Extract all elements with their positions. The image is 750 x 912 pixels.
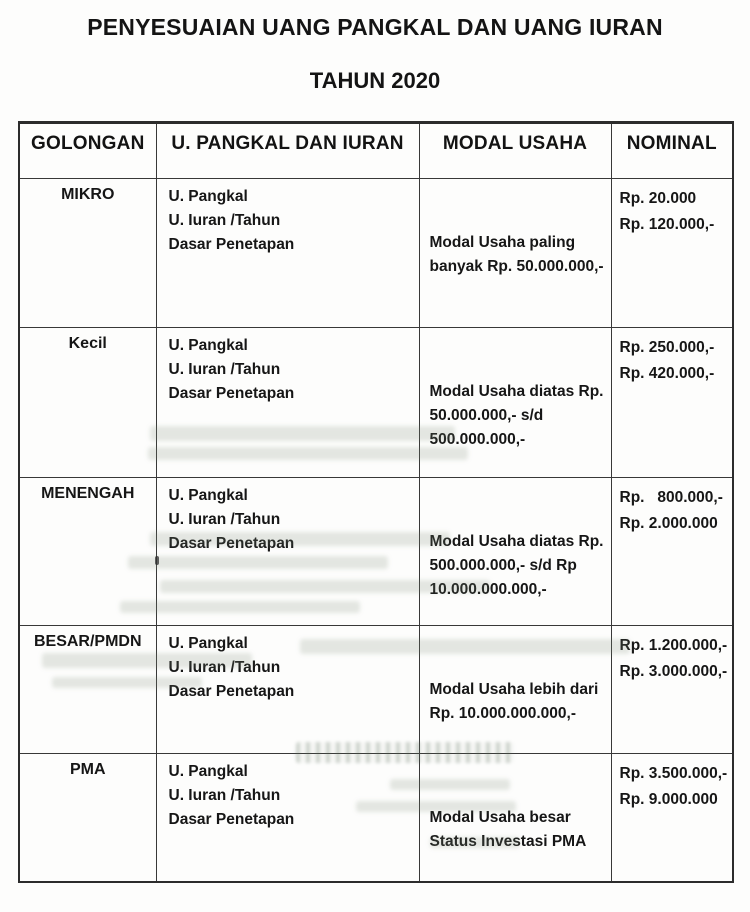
table-row-besar-pmdn [19,626,733,754]
table-header-row [19,123,733,179]
category-cell: BESAR/PMDN [19,626,156,754]
fee-lines-cell: U. Pangkal U. Iuran /Tahun Dasar Penetapan [156,328,419,478]
table-row-mikro [19,179,733,328]
nominal-cell: Rp. 3.500.000,- Rp. 9.000.000 [611,754,733,882]
table-row-menengah [19,478,733,626]
modal-usaha-cell: Modal Usaha paling banyak Rp. 50.000.000,- [419,179,611,328]
fee-lines-cell: U. Pangkal U. Iuran /Tahun Dasar Penetapan [156,626,419,754]
category-cell: MIKRO [19,179,156,328]
nominal-cell: Rp. 800.000,- Rp. 2.000.000 [611,478,733,626]
fee-lines-cell: U. Pangkal U. Iuran /Tahun Dasar Penetapan [156,478,419,626]
scan-artifact [155,556,159,565]
modal-usaha-cell: Modal Usaha lebih dari Rp. 10.000.000.000,- [419,626,611,754]
document-subtitle: TAHUN 2020 [309,68,441,93]
document-title: PENYESUAIAN UANG PANGKAL DAN UANG IURAN [87,14,663,40]
fee-lines-cell: U. Pangkal U. Iuran /Tahun Dasar Penetapan [156,754,419,882]
category-cell: PMA [19,754,156,882]
modal-usaha-cell: Modal Usaha diatas Rp. 50.000.000,- s/d 500.000.000,- [419,328,611,478]
column-header-modal-usaha: MODAL USAHA [419,123,611,179]
nominal-cell: Rp. 250.000,- Rp. 420.000,- [611,328,733,478]
table-row-pma [19,754,733,882]
modal-usaha-cell: Modal Usaha besar Status Investasi PMA [419,754,611,882]
category-cell: Kecil [19,328,156,478]
column-header-nominal: NOMINAL [611,123,733,179]
modal-usaha-cell: Modal Usaha diatas Rp. 500.000.000,- s/d Rp 10.000.000.000,- [419,478,611,626]
fee-lines-cell: U. Pangkal U. Iuran /Tahun Dasar Penetapan [156,179,419,328]
table-row-kecil [19,328,733,478]
nominal-cell: Rp. 1.200.000,- Rp. 3.000.000,- [611,626,733,754]
fee-table [18,121,734,883]
column-header-pangkal-iuran: U. PANGKAL DAN IURAN [156,123,419,179]
category-cell: MENENGAH [19,478,156,626]
column-header-golongan: GOLONGAN [19,123,156,179]
nominal-cell: Rp. 20.000 Rp. 120.000,- [611,179,733,328]
